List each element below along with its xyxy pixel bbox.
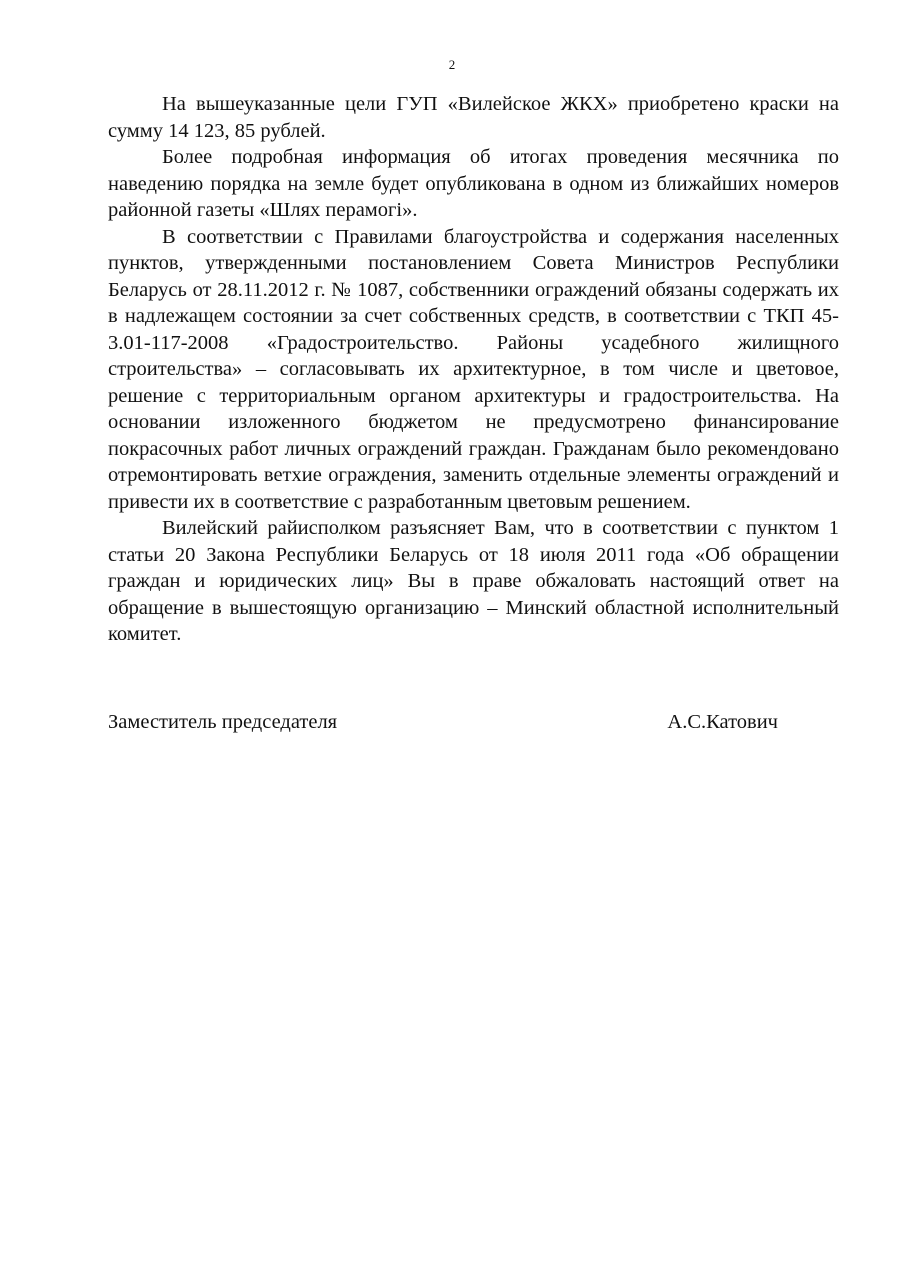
paragraph-appeal-rights: Вилейский райисполком разъясняет Вам, что в соответствии с пунктом 1 статьи 20 Закона Республики Беларусь от 18 июля 2011 года «Об обращении граждан и юридических лиц» Вы в праве обжаловать настоящий ответ на обращение в вышестоящую организацию – Минский областной исполнительный комитет. (108, 517, 839, 645)
paragraph-newspaper-info: Более подробная информация об итогах проведения месячника по наведению порядка на земле будет опубликована в одном из ближайших номеров районной газеты «Шлях перамогі». (108, 146, 839, 221)
paragraph-fence-rules: В соответствии с Правилами благоустройства и содержания населенных пунктов, утвержденными постановлением Совета Министров Республики Беларусь от 28.11.2012 г. № 1087, собственники ограждений обязаны содержать их в надлежащем состоянии за счет собственных средств, в соответствии с ТКП 45-3.01-117-2008 «Градостроительство. Районы усадебного жилищного строительства» – согласовывать их архитектурное, в том числе и цветовое, решение с территориальным органом архитектуры и градостроительства. На основании изложенного бюджетом не предусмотрено финансирование покрасочных работ личных ограждений граждан. Гражданам было рекомендовано отремонтировать ветхие ограждения, заменить отдельные элементы ограждений и привести их в соответствие с разработанным цветовым решением. (108, 225, 839, 513)
signatory-name: А.С.Катович (667, 711, 778, 733)
letter-body (108, 91, 839, 648)
signature-block (108, 709, 778, 736)
page-number: 2 (448, 57, 456, 72)
paragraph-paint-purchase: На вышеуказанные цели ГУП «Вилейское ЖКХ» приобретено краски на сумму 14 123, 85 рублей. (108, 93, 839, 142)
signatory-position: Заместитель председателя (108, 711, 338, 733)
